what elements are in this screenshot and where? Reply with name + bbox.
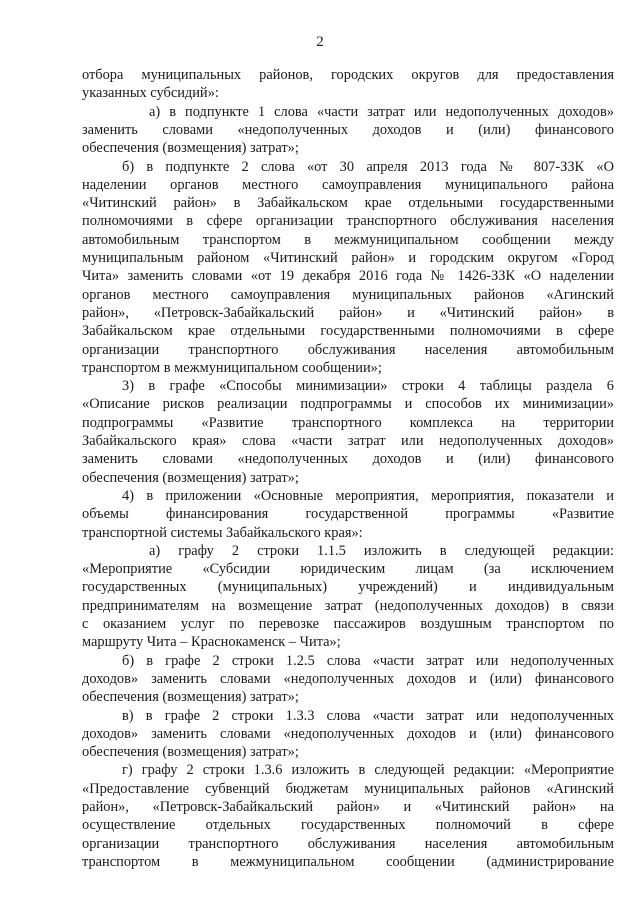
text-line: осуществление отдельных государственных полномочий в сфере xyxy=(82,817,614,834)
text-line: полномочиями в сфере организации транспортного обслуживания населения xyxy=(82,213,614,230)
text-line: «Описание рисков реализации подпрограммы и способов их минимизации» xyxy=(82,396,614,413)
text-line: транспортом в межмуниципальном сообщении (администрирование xyxy=(82,853,614,870)
text-line: доходов» заменить словами «недополученных доходов и (или) финансового xyxy=(82,725,614,742)
text-line: органов местного самоуправления муниципальных районов «Агинский xyxy=(82,286,614,303)
text-line: муниципальным районом «Читинский район» и городским округом «Город xyxy=(82,250,614,266)
text-line: «Мероприятие «Субсидии юридическим лицам (за исключением xyxy=(82,561,614,578)
text-line: подпрограммы «Развитие транспортного комплекса на территории xyxy=(82,414,614,431)
text-line: заменить словами «недополученных доходов и (или) финансового xyxy=(82,121,614,138)
text-line: транспортом в межмуниципальном сообщении»; xyxy=(82,359,382,376)
text-line: отбора муниципальных районов, городских округов для предоставления xyxy=(82,67,614,83)
text-line: б) в графе 2 строки 1.2.5 слова «части затрат или недополученных xyxy=(122,652,614,669)
text-line: объемы финансирования государственной программы «Развитие xyxy=(82,506,614,523)
text-line: транспортной системы Забайкальского края»: xyxy=(82,524,363,541)
text-line: обеспечения (возмещения) затрат»; xyxy=(82,469,299,486)
text-line: организации транспортного обслуживания населения автомобильным xyxy=(82,835,614,852)
text-line: Чита» заменить словами «от 19 декабря 2016 года № 1426-ЗЗК «О наделении xyxy=(82,268,614,285)
text-line: заменить словами «недополученных доходов и (или) финансового xyxy=(82,451,614,468)
text-line: обеспечения (возмещения) затрат»; xyxy=(82,689,299,706)
text-line: с оказанием услуг по перевозке пассажиров воздушным транспортом по xyxy=(82,616,614,632)
text-line: доходов» заменить словами «недополученных доходов и (или) финансового xyxy=(82,670,614,687)
text-line: наделении органов местного самоуправления муниципального района xyxy=(82,176,614,193)
text-line: б) в подпункте 2 слова «от 30 апреля 2013 года № 807-ЗЗК «О xyxy=(122,158,614,175)
text-line: автомобильным транспортом в межмуниципальном сообщении между xyxy=(82,231,614,248)
text-line: Забайкальском крае отдельными государственными полномочиями в сфере xyxy=(82,323,614,340)
text-line: обеспечения (возмещения) затрат»; xyxy=(82,744,299,761)
text-line: а) в подпункте 1 слова «части затрат или недополученных доходов» xyxy=(149,103,614,120)
text-line: Забайкальского края» слова «части затрат или недополученных доходов» xyxy=(82,433,614,449)
text-line: район», «Петровск-Забайкальский район» и «Читинский район» на xyxy=(82,799,614,815)
text-line: маршруту Чита – Краснокаменск – Чита»; xyxy=(82,634,341,651)
text-line: обеспечения (возмещения) затрат»; xyxy=(82,140,299,157)
text-line: предпринимателям на возмещение затрат (недополученных доходов) в связи xyxy=(82,597,614,614)
text-line: район», «Петровск-Забайкальский район» и «Читинский район» в xyxy=(82,304,614,321)
text-line: г) графу 2 строки 1.3.6 изложить в следующей редакции: «Мероприятие xyxy=(122,762,614,779)
text-line: а) графу 2 строки 1.1.5 изложить в следующей редакции: xyxy=(149,542,614,559)
text-line: 3) в графе «Способы минимизации» строки 4 таблицы раздела 6 xyxy=(122,378,614,395)
text-line: 4) в приложении «Основные мероприятия, мероприятия, показатели и xyxy=(122,487,614,504)
page-number: 2 xyxy=(316,34,324,50)
text-line: в) в графе 2 строки 1.3.3 слова «части затрат или недополученных xyxy=(122,707,614,724)
text-line: организации транспортного обслуживания населения автомобильным xyxy=(82,341,614,358)
text-line: указанных субсидий»: xyxy=(82,85,219,102)
text-line: «Читинский район» в Забайкальском крае отдельными государственными xyxy=(82,195,614,212)
text-line: государственных (муниципальных) учреждений) и индивидуальным xyxy=(82,579,614,596)
text-line: «Предоставление субвенций бюджетам муниципальных районов «Агинский xyxy=(82,780,614,797)
